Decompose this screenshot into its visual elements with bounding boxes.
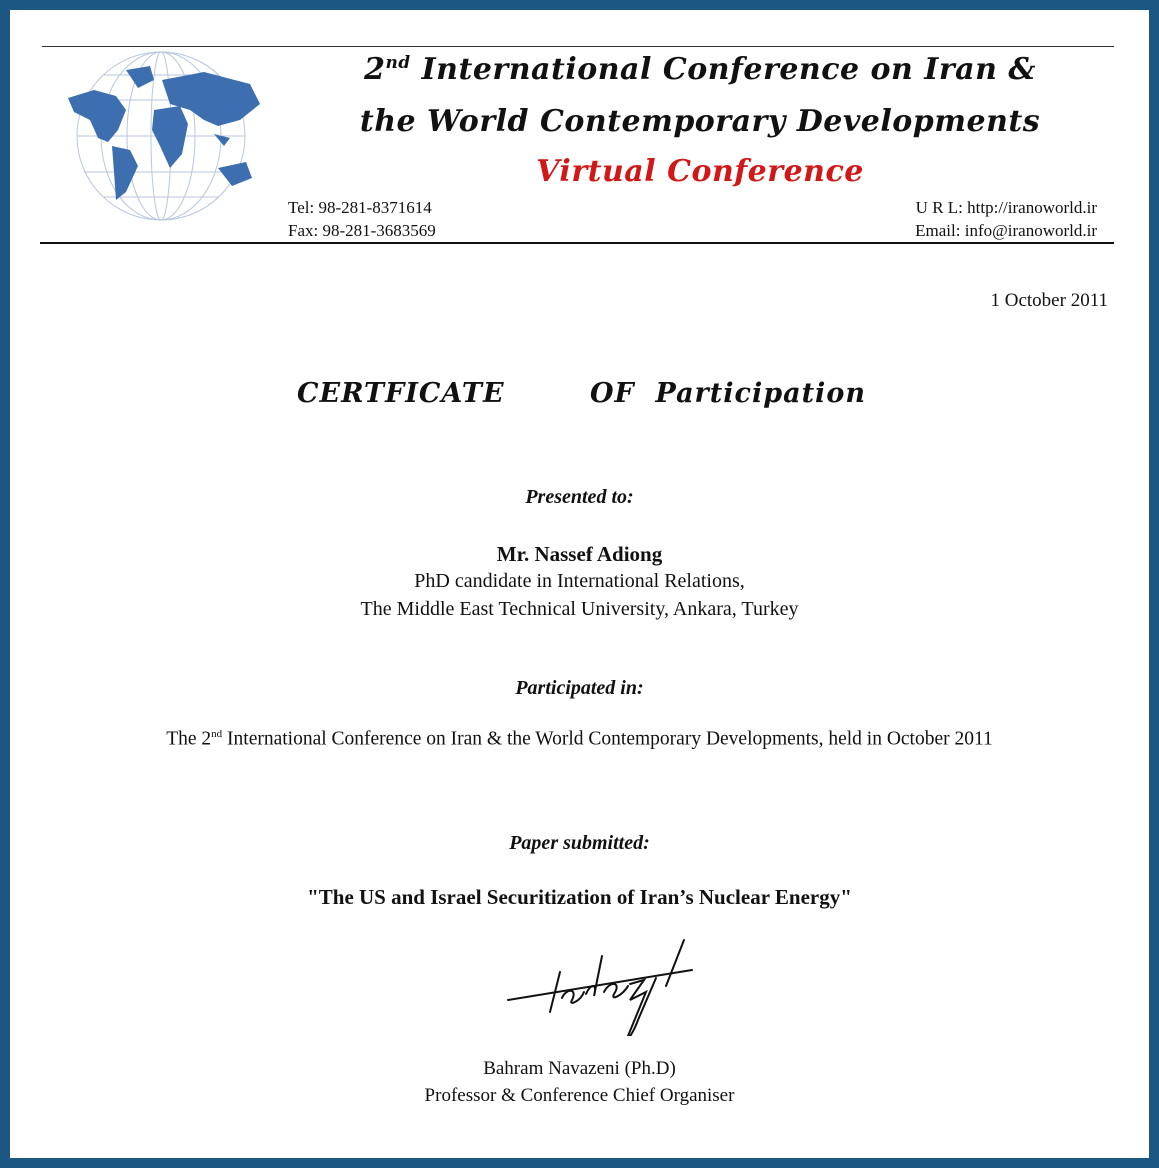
email-text: Email: info@iranoworld.ir: [915, 221, 1097, 240]
event-ordinal-suffix: nd: [211, 728, 223, 740]
participated-in-label: Participated in:: [515, 677, 644, 699]
tel-text: Tel: 98-281-8371614: [288, 198, 432, 217]
conference-title-line-2: the World Contemporary Developments: [359, 104, 1041, 139]
signatory-name: Bahram Navazeni (Ph.D): [483, 1058, 676, 1079]
header-bottom-rule: [40, 242, 1114, 244]
certificate-page: [10, 10, 1149, 1158]
title-ordinal: 2: [364, 52, 386, 87]
fax-text: Fax: 98-281-3683569: [288, 221, 436, 240]
globe-icon: [54, 50, 268, 222]
url-text: U R L: http://iranoworld.ir: [915, 198, 1097, 217]
recipient-name: Mr. Nassef Adiong: [496, 542, 663, 566]
contact-phones: [288, 196, 436, 242]
event-rest: International Conference on Iran & the World Contemporary Developments, held in October 2011: [222, 728, 993, 750]
event-description: [10, 728, 1149, 751]
presented-to-label: Presented to:: [525, 486, 634, 508]
paper-title: "The US and Israel Securitization of Iran’s Nuclear Energy": [307, 885, 852, 909]
event-prefix: The 2: [166, 728, 212, 750]
virtual-conference-subtitle: Virtual Conference: [536, 154, 864, 189]
header-top-rule: [42, 46, 1114, 47]
certificate-title-word: CERTFICATE: [297, 378, 505, 409]
conference-title-line-1: [350, 52, 1050, 87]
title-rest: International Conference on Iran &: [410, 52, 1036, 87]
certificate-title-participation: OF Participation: [590, 378, 866, 409]
certificate-date: 1 October 2011: [990, 290, 1108, 311]
signatory-role: Professor & Conference Chief Organiser: [424, 1085, 735, 1106]
recipient-position: PhD candidate in International Relations,: [414, 570, 745, 592]
recipient-institution: The Middle East Technical University, Ankara, Turkey: [360, 598, 799, 620]
paper-submitted-label: Paper submitted:: [509, 832, 650, 854]
contact-web: [915, 196, 1097, 242]
title-ordinal-suffix: nd: [385, 53, 411, 73]
signature-image: [506, 936, 696, 1036]
